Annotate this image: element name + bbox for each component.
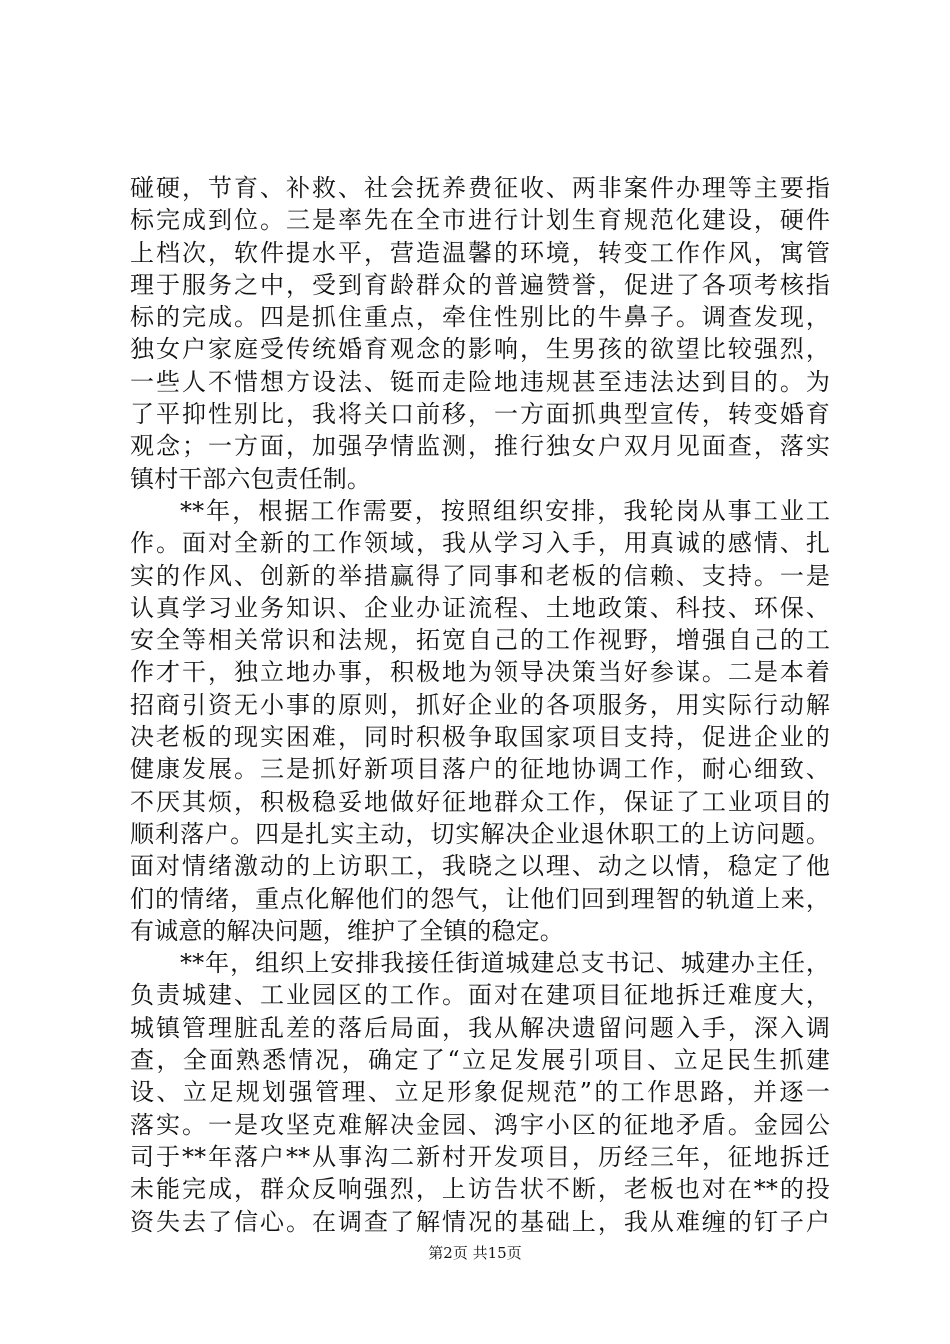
text-line: 落实。一是攻坚克难解决金园、鸿宇小区的征地矛盾。金园公 <box>130 1110 830 1139</box>
text-line: 认真学习业务知识、企业办证流程、土地政策、科技、环保、 <box>130 593 830 622</box>
text-line: **年，组织上安排我接任街道城建总支书记、城建办主任， <box>180 949 830 978</box>
text-line: 一些人不惜想方设法、铤而走险地违规甚至违法达到目的。为 <box>130 367 830 396</box>
text-line: 城镇管理脏乱差的落后局面，我从解决遗留问题入手，深入调 <box>130 1013 830 1042</box>
text-line: 面对情绪激动的上访职工，我晓之以理、动之以情，稳定了他 <box>130 852 830 881</box>
text-line: 未能完成，群众反响强烈，上访告状不断，老板也对在**的投 <box>130 1175 830 1204</box>
text-line: 作。面对全新的工作领域，我从学习入手，用真诚的感情、扎 <box>130 529 830 558</box>
text-line: 招商引资无小事的原则，抓好企业的各项服务，用实际行动解 <box>130 690 830 719</box>
text-line: 不厌其烦，积极稳妥地做好征地群众工作，保证了工业项目的 <box>130 787 830 816</box>
text-line: 负责城建、工业园区的工作。面对在建项目征地拆迁难度大， <box>130 981 830 1010</box>
text-line: 设、立足规划强管理、立足形象促规范”的工作思路，并逐一 <box>130 1078 830 1107</box>
text-line: 安全等相关常识和法规，拓宽自己的工作视野，增强自己的工 <box>130 626 830 655</box>
text-line: 独女户家庭受传统婚育观念的影响，生男孩的欲望比较强烈， <box>130 335 830 364</box>
text-line: 有诚意的解决问题，维护了全镇的稳定。 <box>130 916 564 945</box>
text-line: 顺利落户。四是扎实主动，切实解决企业退休职工的上访问题。 <box>130 819 830 848</box>
page-footer: 第2页 共15页 <box>428 1244 522 1262</box>
text-line: 观念；一方面，加强孕情监测，推行独女户双月见面查，落实 <box>130 432 830 461</box>
text-line: 健康发展。三是抓好新项目落户的征地协调工作，耐心细致、 <box>130 755 830 784</box>
text-line: 了平抑性别比，我将关口前移，一方面抓典型宣传，转变婚育 <box>130 400 830 429</box>
text-line: 标完成到位。三是率先在全市进行计划生育规范化建设，硬件 <box>130 206 830 235</box>
text-line: 们的情绪，重点化解他们的怨气，让他们回到理智的轨道上来， <box>130 884 830 913</box>
text-line: 司于**年落户**从事沟二新村开发项目，历经三年，征地拆迁 <box>130 1142 830 1171</box>
text-line: **年，根据工作需要，按照组织安排，我轮岗从事工业工 <box>180 496 830 525</box>
text-line: 实的作风、创新的举措赢得了同事和老板的信赖、支持。一是 <box>130 561 830 590</box>
text-line: 决老板的现实困难，同时积极争取国家项目支持，促进企业的 <box>130 723 830 752</box>
text-line: 理于服务之中，受到育龄群众的普遍赞誉，促进了各项考核指 <box>130 270 830 299</box>
text-line: 镇村干部六包责任制。 <box>130 464 371 493</box>
text-line: 标的完成。四是抓住重点，牵住性别比的牛鼻子。调查发现， <box>130 303 830 332</box>
text-line: 资失去了信心。在调查了解情况的基础上，我从难缠的钉子户 <box>130 1207 830 1236</box>
text-line: 碰硬，节育、补救、社会抚养费征收、两非案件办理等主要指 <box>130 174 830 202</box>
text-line: 作才干，独立地办事，积极地为领导决策当好参谋。二是本着 <box>130 658 830 687</box>
text-line: 查，全面熟悉情况，确定了“立足发展引项目、立足民生抓建 <box>130 1046 830 1075</box>
text-line: 上档次，软件提水平，营造温馨的环境，转变工作作风，寓管 <box>130 238 830 267</box>
document-body <box>130 172 830 1238</box>
